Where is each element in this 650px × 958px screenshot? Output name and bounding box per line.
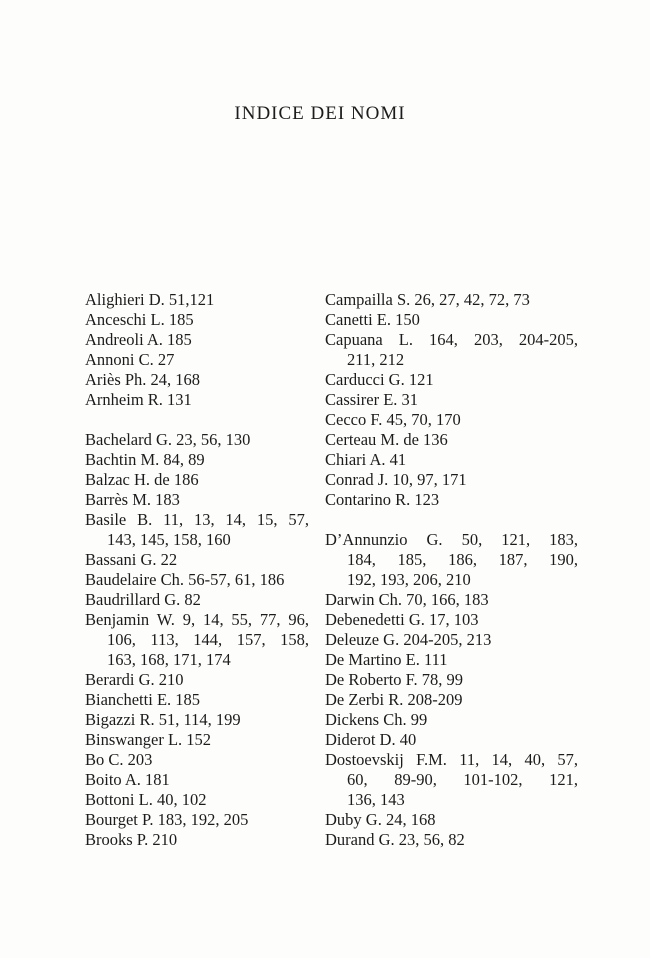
index-entry-line: Debenedetti G. 17, 103 [325,610,479,629]
index-entry-line: Basile B. 11, 13, 14, 15, 57, [85,510,309,529]
index-entry-line: 163, 168, 171, 174 [107,650,231,669]
index-entry-line: Baudrillard G. 82 [85,590,201,609]
index-entry [325,330,578,370]
index-entry-line: 143, 145, 158, 160 [107,530,231,549]
index-entry-line: Chiari A. 41 [325,450,407,469]
index-entry-line: Duby G. 24, 168 [325,810,436,829]
index-entry-line: Annoni C. 27 [85,350,175,369]
index-entry-line: Andreoli A. 185 [85,330,192,349]
index-entry-line: Anceschi L. 185 [85,310,194,329]
index-entry [85,390,309,410]
index-column-left [85,290,309,850]
index-group [325,290,578,510]
index-entry-line: Certeau M. de 136 [325,430,448,449]
index-entry [85,370,309,390]
index-entry-line: Darwin Ch. 70, 166, 183 [325,590,489,609]
index-entry-line: Binswanger L. 152 [85,730,212,749]
index-entry [85,310,309,330]
index-entry [85,350,309,370]
index-group [85,290,309,410]
index-entry-line: Bourget P. 183, 192, 205 [85,810,249,829]
index-entry [85,730,309,750]
index-entry-line: De Roberto F. 78, 99 [325,670,464,689]
index-entry-line: Bachtin M. 84, 89 [85,450,205,469]
index-entry [325,590,578,610]
index-entry [85,690,309,710]
index-entry [325,410,578,430]
index-entry-line: Dostoevskij F.M. 11, 14, 40, 57, [325,750,578,769]
index-entry-line: Cecco F. 45, 70, 170 [325,410,461,429]
index-entry [85,330,309,350]
index-entry [325,530,578,590]
index-columns [85,290,578,850]
index-entry-line: Cassirer E. 31 [325,390,419,409]
index-entry [325,690,578,710]
index-entry-line: Baudelaire Ch. 56-57, 61, 186 [85,570,285,589]
index-entry [85,450,309,470]
index-entry [85,550,309,570]
index-entry-line: Alighieri D. 51,121 [85,290,215,309]
index-entry [325,670,578,690]
index-entry-line: Contarino R. 123 [325,490,440,509]
index-entry [325,630,578,650]
index-entry [325,810,578,830]
index-entry-line: Dickens Ch. 99 [325,710,428,729]
index-entry [85,810,309,830]
index-entry-line: Bachelard G. 23, 56, 130 [85,430,251,449]
index-entry-line: 106, 113, 144, 157, 158, [107,630,309,649]
index-entry [325,290,578,310]
index-entry-line: Ariès Ph. 24, 168 [85,370,201,389]
index-group [85,430,309,850]
index-entry-line: Berardi G. 210 [85,670,184,689]
page-title: INDICE DEI NOMI [234,103,406,124]
index-entry [325,650,578,670]
index-entry-line: Benjamin W. 9, 14, 55, 77, 96, [85,610,309,629]
index-entry [85,570,309,590]
index-group [325,530,578,850]
index-entry [85,490,309,510]
index-entry [325,830,578,850]
index-entry-line: Carducci G. 121 [325,370,434,389]
index-entry [325,390,578,410]
index-entry [325,730,578,750]
index-entry-line: 192, 193, 206, 210 [347,570,471,589]
index-entry-line: 60, 89-90, 101-102, 121, [347,770,578,789]
index-entry [85,290,309,310]
index-entry-line: Diderot D. 40 [325,730,417,749]
index-entry-line: Bo C. 203 [85,750,153,769]
index-entry-line: Conrad J. 10, 97, 171 [325,470,467,489]
index-entry-line: Arnheim R. 131 [85,390,192,409]
index-entry [85,510,309,550]
index-entry [85,670,309,690]
index-entry [325,710,578,730]
index-entry [85,750,309,770]
index-entry [85,770,309,790]
index-entry [325,610,578,630]
index-entry-line: D’Annunzio G. 50, 121, 183, [325,530,578,549]
index-entry-line: Boito A. 181 [85,770,170,789]
index-entry [85,710,309,730]
index-entry-line: Balzac H. de 186 [85,470,199,489]
index-entry [325,750,578,810]
index-entry-line: Durand G. 23, 56, 82 [325,830,465,849]
index-entry [85,790,309,810]
index-column-right [325,290,578,850]
index-entry-line: De Zerbi R. 208-209 [325,690,463,709]
index-entry [85,830,309,850]
index-entry [325,430,578,450]
index-entry [325,370,578,390]
index-entry [85,470,309,490]
index-entry-line: Bassani G. 22 [85,550,178,569]
index-entry-line: Deleuze G. 204-205, 213 [325,630,492,649]
index-entry [85,590,309,610]
index-entry-line: Bianchetti E. 185 [85,690,201,709]
index-entry-line: Barrès M. 183 [85,490,180,509]
index-entry [85,610,309,670]
index-entry-line: De Martino E. 111 [325,650,448,669]
index-entry-line: 184, 185, 186, 187, 190, [347,550,578,569]
index-entry-line: Bigazzi R. 51, 114, 199 [85,710,241,729]
index-entry-line: Bottoni L. 40, 102 [85,790,207,809]
index-entry-line: Brooks P. 210 [85,830,178,849]
index-entry [325,310,578,330]
index-entry-line: Campailla S. 26, 27, 42, 72, 73 [325,290,530,309]
index-entry [325,490,578,510]
index-entry [85,430,309,450]
index-entry-line: 211, 212 [347,350,405,369]
index-entry-line: 136, 143 [347,790,405,809]
index-entry [325,450,578,470]
index-entry-line: Canetti E. 150 [325,310,420,329]
index-entry [325,470,578,490]
index-entry-line: Capuana L. 164, 203, 204-205, [325,330,578,349]
